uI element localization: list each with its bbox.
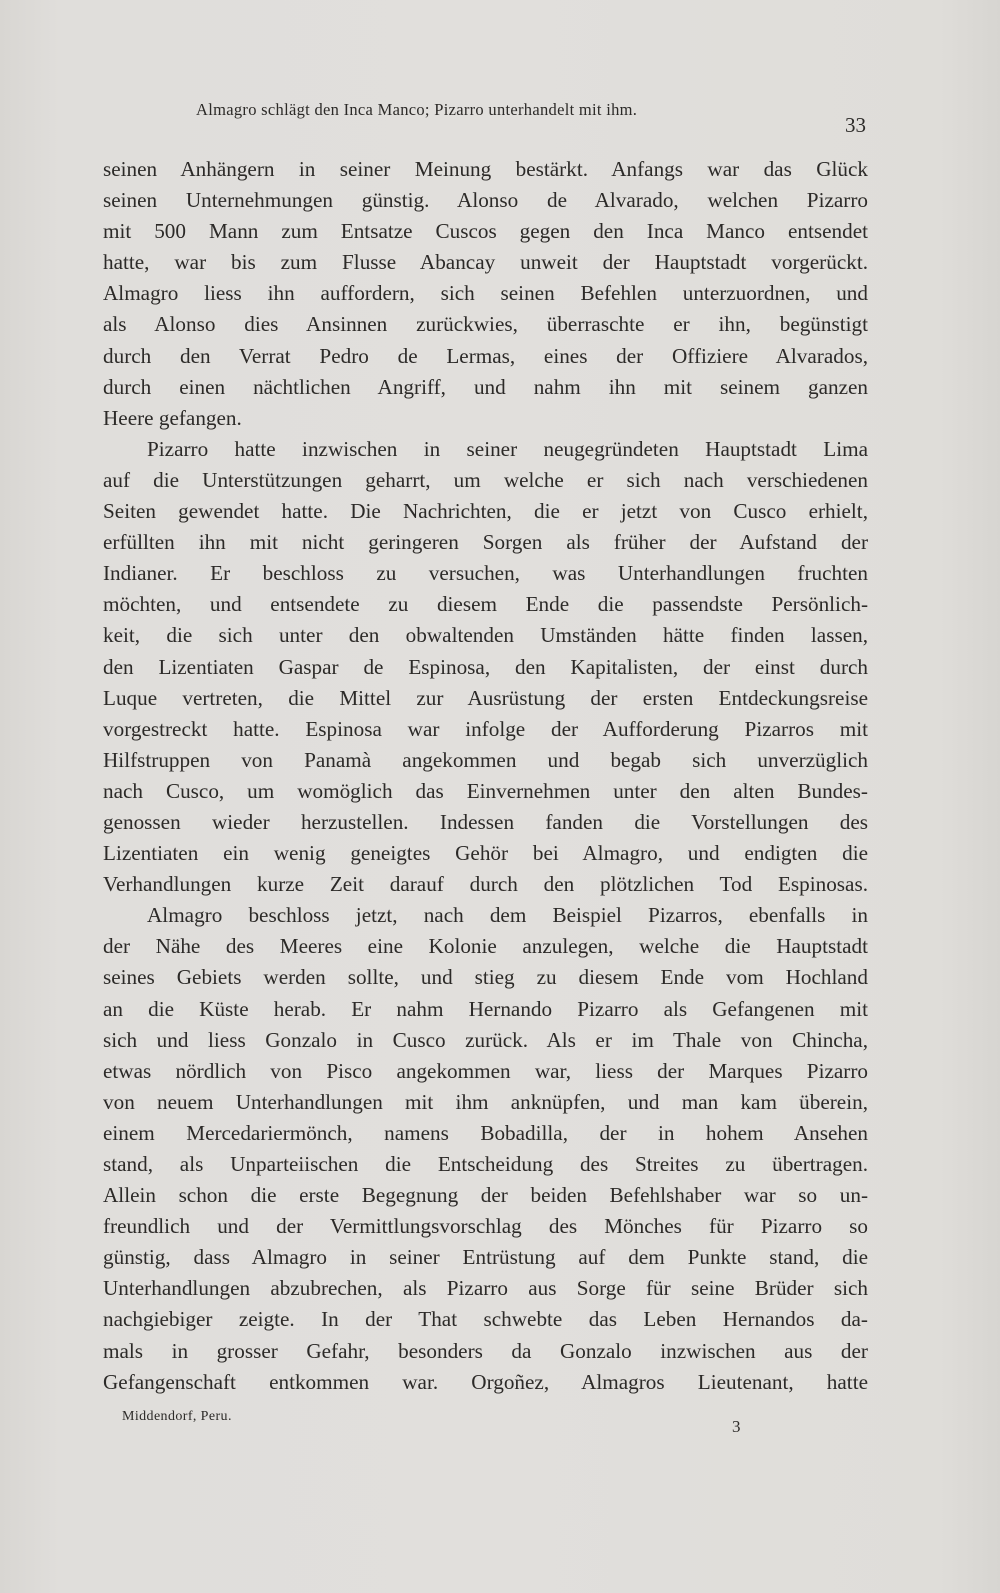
text-line: Lizentiaten ein wenig geneigtes Gehör bei Almagro, und endigten die bbox=[103, 841, 868, 866]
text-line: günstig, dass Almagro in seiner Entrüstung auf dem Punkte stand, die bbox=[103, 1245, 868, 1270]
text-line: durch einen nächtlichen Angriff, und nahm ihn mit seinem ganzen bbox=[103, 374, 868, 399]
running-head: Almagro schlägt den Inca Manco; Pizarro unterhandelt mit ihm. bbox=[196, 100, 638, 119]
text-line: nachgiebiger zeigte. In der That schwebte das Leben Hernandos da- bbox=[103, 1307, 868, 1332]
page-number: 33 bbox=[845, 113, 866, 137]
text-line: durch den Verrat Pedro de Lermas, eines der Offiziere Alvarados, bbox=[103, 343, 868, 368]
text-line: von neuem Unterhandlungen mit ihm anknüpfen, und man kam überein, bbox=[103, 1089, 868, 1114]
text-line: der Nähe des Meeres eine Kolonie anzulegen, welche die Hauptstadt bbox=[103, 934, 868, 959]
text-line: freundlich und der Vermittlungsvorschlag des Mönches für Pizarro so bbox=[103, 1214, 868, 1239]
footer-signature: Middendorf, Peru. bbox=[122, 1409, 232, 1424]
text-line: Hilfstruppen von Panamà angekommen und begab sich unverzüglich bbox=[103, 747, 868, 772]
text-line: nach Cusco, um womöglich das Einvernehmen unter den alten Bundes- bbox=[103, 778, 868, 803]
text-line: Allein schon die erste Begegnung der beiden Befehlshaber war so un- bbox=[103, 1183, 868, 1208]
text-line: Almagro beschloss jetzt, nach dem Beispiel Pizarros, ebenfalls in bbox=[147, 903, 868, 928]
text-line: keit, die sich unter den obwaltenden Umständen hätte finden lassen, bbox=[103, 623, 868, 648]
text-line: seines Gebiets werden sollte, und stieg zu diesem Ende vom Hochland bbox=[103, 965, 868, 990]
text-line: erfüllten ihn mit nicht geringeren Sorgen als früher der Aufstand der bbox=[103, 530, 868, 555]
text-line: hatte, war bis zum Flusse Abancay unweit der Hauptstadt vorgerückt. bbox=[103, 250, 868, 275]
text-line: sich und liess Gonzalo in Cusco zurück. Als er im Thale von Chincha, bbox=[103, 1027, 868, 1052]
text-line: Gefangenschaft entkommen war. Orgoñez, Almagros Lieutenant, hatte bbox=[103, 1369, 868, 1394]
text-line: Pizarro hatte inzwischen in seiner neugegründeten Hauptstadt Lima bbox=[147, 436, 868, 461]
text-line: Almagro liess ihn auffordern, sich seinen Befehlen unterzuordnen, und bbox=[103, 281, 868, 306]
text-line: als Alonso dies Ansinnen zurückwies, überraschte er ihn, begünstigt bbox=[103, 312, 868, 337]
text-line: seinen Anhängern in seiner Meinung bestärkt. Anfangs war das Glück bbox=[103, 157, 868, 181]
text-line: mit 500 Mann zum Entsatze Cuscos gegen den Inca Manco entsendet bbox=[103, 219, 868, 244]
footer-sheet-number: 3 bbox=[732, 1417, 741, 1436]
text-line: etwas nördlich von Pisco angekommen war, liess der Marques Pizarro bbox=[103, 1058, 868, 1083]
text-line: genossen wieder herzustellen. Indessen fanden die Vorstellungen des bbox=[103, 809, 868, 834]
text-line: stand, als Unparteiischen die Entscheidung des Streites zu übertragen. bbox=[103, 1152, 868, 1176]
text-line: mals in grosser Gefahr, besonders da Gonzalo inzwischen aus der bbox=[103, 1338, 868, 1363]
text-line: vorgestreckt hatte. Espinosa war infolge der Aufforderung Pizarros mit bbox=[103, 716, 868, 741]
text-line: auf die Unterstützungen geharrt, um welche er sich nach verschiedenen bbox=[103, 467, 868, 492]
text-line: Heere gefangen. bbox=[103, 405, 242, 430]
text-line: einem Mercedariermönch, namens Bobadilla, der in hohem Ansehen bbox=[103, 1120, 868, 1145]
text-line: möchten, und entsendete zu diesem Ende die passendste Persönlich- bbox=[103, 592, 868, 617]
text-line: an die Küste herab. Er nahm Hernando Pizarro als Gefangenen mit bbox=[103, 996, 868, 1021]
text-line: Luque vertreten, die Mittel zur Ausrüstung der ersten Entdeckungsreise bbox=[103, 685, 868, 710]
text-line: seinen Unternehmungen günstig. Alonso de Alvarado, welchen Pizarro bbox=[103, 188, 868, 213]
text-line: Unterhandlungen abzubrechen, als Pizarro aus Sorge für seine Brüder sich bbox=[103, 1276, 868, 1301]
text-line: den Lizentiaten Gaspar de Espinosa, den Kapitalisten, der einst durch bbox=[103, 654, 868, 679]
body-text bbox=[103, 154, 868, 1398]
text-line: Indianer. Er beschloss zu versuchen, was Unterhandlungen fruchten bbox=[103, 561, 868, 586]
text-line: Verhandlungen kurze Zeit darauf durch den plötzlichen Tod Espinosas. bbox=[103, 872, 868, 897]
text-line: Seiten gewendet hatte. Die Nachrichten, die er jetzt von Cusco erhielt, bbox=[103, 499, 868, 524]
